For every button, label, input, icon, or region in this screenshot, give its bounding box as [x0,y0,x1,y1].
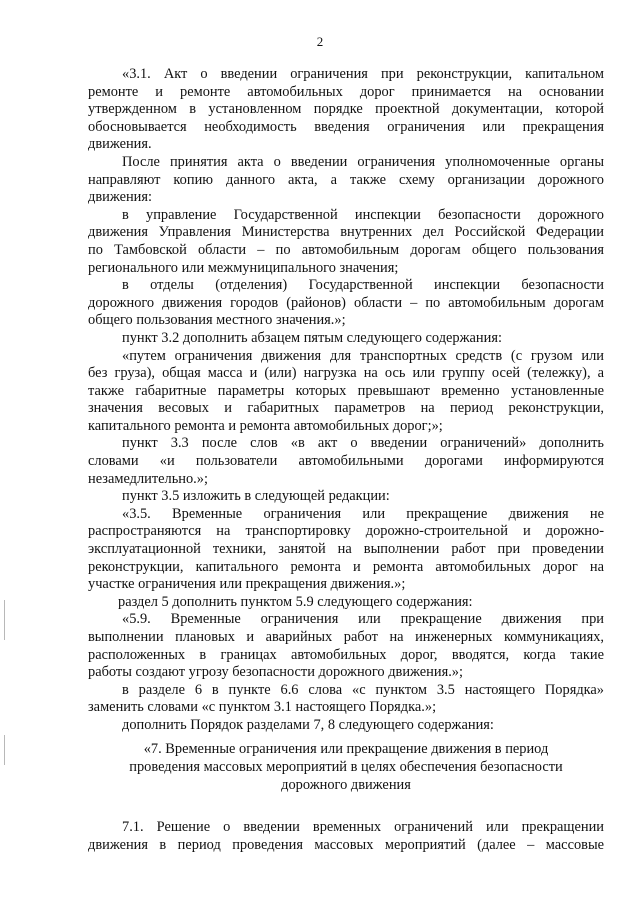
text-line: ремонте и ремонте автомобильных дорог принимается на основании [88,83,604,100]
paragraph-p-after-act [88,154,604,207]
heading-line: дорожного движения [281,777,411,793]
text-line: реконструкции, капитального ремонта и ремонта автомобильных дорог на [88,558,604,575]
text-line: участке ограничения или прекращения движения.»; [88,576,406,593]
text-line: заменить словами «с пунктом 3.1 настоящего Порядка.»; [88,699,437,716]
text-line: пункт 3.5 изложить в следующей редакции: [122,488,390,505]
text-line: распространяются на транспортировку дорожно-строительной и дорожно- [88,523,604,540]
text-line: в разделе 6 в пункте 6.6 слова «с пунктом 3.5 настоящего Порядка» [122,681,604,698]
heading-line: проведения массовых мероприятий в целях обеспечения безопасности [129,759,563,775]
text-line: обосновывается необходимость введения ограничения или прекращения [88,118,604,135]
paragraph-p-3-5 [88,506,604,594]
paragraph-p-6-6 [88,682,604,717]
text-line: выполнении плановых и аварийных работ на инженерных коммуникациях, [88,629,604,645]
text-line: расположенных в границах автомобильных дорог, вводятся, когда такие [88,646,604,663]
text-line: незамедлительно.»; [88,470,208,487]
text-line: движения Управления Министерства внутренних дел Российской Федерации [88,224,604,241]
text-line: эксплуатационной техники, занятой на выполнении работ при проведении [88,541,604,558]
text-line: также габаритные параметры которых превышают временно установленные [88,382,604,399]
text-line: словами «и пользователи автомобильными дорогами информируются [88,453,604,470]
section-7-1-paragraph [88,819,604,854]
text-line: капитального ремонта и ремонта автомобильных дорог;»; [88,417,443,434]
text-line: по Тамбовской области – по автомобильным дорогам общего пользования [88,241,604,258]
text-line: направляют копию данного акта, а также схему организации дорожного [88,171,604,188]
text-line: значения весовых и габаритных параметров на период реконструкции, [88,400,604,417]
text-line: раздел 5 дополнить пунктом 5.9 следующего содержания: [118,593,473,610]
heading-line: «7. Временные ограничения или прекращение движения в период [143,741,549,757]
text-line: «5.9. Временные ограничения или прекращение движения при [122,611,604,628]
paragraph-p-3-1 [88,66,604,154]
text-line: «3.1. Акт о введении ограничения при реконструкции, капитальном [122,66,604,82]
paragraph-p-5-intro [88,594,604,612]
section-7-heading [88,740,604,794]
text-line: движения. [88,136,152,153]
text-line: движения в период проведения массовых мероприятий (далее – массовые [88,836,604,853]
paragraph-p-gibdd [88,207,604,277]
text-line: без груза), общая масса и (или) нагрузка на ось или группу осей (тележку), а [88,365,604,382]
paragraph-p-5-9 [88,611,604,681]
text-line: движения: [88,189,152,206]
text-line: работы создают угрозу безопасности дорожного движения.»; [88,664,463,681]
text-line: утвержденном в установленном порядке проектной документации, которой [88,101,604,118]
text-line: пункт 3.3 после слов «в акт о введении ограничений» дополнить [122,435,604,452]
text-line: После принятия акта о введении ограничения уполномоченные органы [122,153,604,170]
text-line: «3.5. Временные ограничения или прекращение движения не [122,505,604,522]
text-line: 7.1. Решение о введении временных ограничений или прекращении [122,819,604,835]
paragraph-p-3-3 [88,435,604,488]
paragraph-p-3-5-intro [88,488,604,506]
paragraph-p-3-2 [88,330,604,348]
text-line: пункт 3.2 дополнить абзацем пятым следующего содержания: [122,329,502,346]
paragraph-p-otdely [88,277,604,330]
text-line: в управление Государственной инспекции безопасности дорожного [122,206,604,223]
text-line: дорожного движения городов (районов) области – по автомобильным дорогам [88,294,604,311]
text-line: общего пользования местного значения.»; [88,312,346,329]
paragraph-p-putem [88,348,604,436]
scan-margin-mark [4,735,5,765]
page-number: 2 [316,34,324,49]
text-line: регионального или межмуниципального значения; [88,259,399,276]
text-line: «путем ограничения движения для транспортных средств (с грузом или [122,347,604,364]
document-body [88,66,604,735]
text-line: дополнить Порядок разделами 7, 8 следующего содержания: [122,716,494,733]
text-line: в отделы (отделения) Государственной инспекции безопасности [122,277,604,294]
scan-margin-mark [4,600,5,640]
paragraph-p-dopolnit [88,717,604,735]
